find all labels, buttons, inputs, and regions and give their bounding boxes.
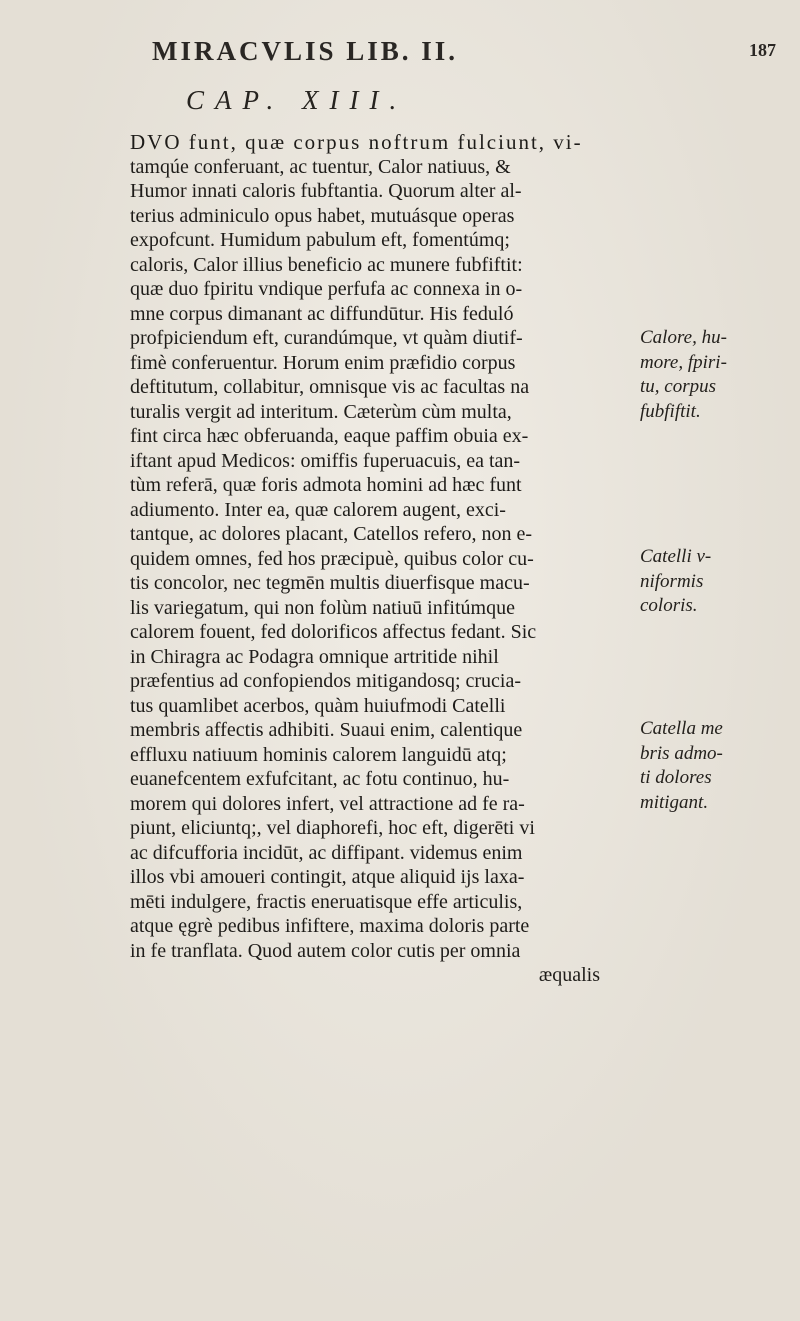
text-line: atque ęgrè pedibus infiftere, maxima doloris parte [130,915,530,937]
marginal-line: Catella me [640,718,723,739]
running-head: MIRACVLIS LIB. II. [152,36,459,66]
text-line: calorem fouent, fed dolorificos affectus fedant. Sic [130,621,537,643]
text-line: in fe tranflata. Quod autem color cutis per omnia [130,939,521,962]
marginal-line: ti dolores [640,767,712,788]
marginal-line: mitigant. [640,791,709,813]
text-line: fimè conferuentur. Horum enim præfidio corpus [130,351,516,374]
text-line: præfentius ad confopiendos mitigandosq; crucia- [130,670,522,692]
text-line: illos vbi amoueri contingit, atque aliquid ijs laxa- [130,866,525,888]
marginal-line: tu, corpus [640,376,716,397]
text-line: caloris, Calor illius beneficio ac munere fubfiftit: [130,253,523,276]
text-line: deftitutum, collabitur, omnisque vis ac facultas na [130,376,530,398]
text-line: tis concolor, nec tegmēn multis diuerfisque macu- [130,572,530,594]
text-line: mne corpus dimanant ac diffundūtur. His feduló [130,302,514,325]
marginal-note [640,326,800,424]
text-line: Humor innati caloris fubftantia. Quorum alter al- [130,180,522,202]
text-line: profpiciendum eft, curandúmque, vt quàm diutif- [130,327,523,349]
text-line: expofcunt. Humidum pabulum eft, fomentúmq; [130,229,510,251]
text-line: quidem omnes, fed hos præcipuè, quibus color cu- [130,547,534,570]
text-line: piunt, eliciuntq;, vel diaphorefi, hoc eft, digerēti vi [130,817,535,839]
text-line: mēti indulgere, fractis eneruatisque effe articulis, [130,890,523,913]
text-line: tamqúe conferuant, ac tuentur, Calor natiuus, & [130,155,511,178]
body-text [130,130,650,988]
text-line: DVO funt, quæ corpus noftrum fulciunt, vi- [130,130,583,154]
text-line: in Chiragra ac Podagra omnique artritide nihil [130,645,499,668]
marginal-note [640,545,800,619]
text-line: iftant apud Medicos: omiffis fuperuacuis, ea tan- [130,449,521,472]
marginal-line: Calore, hu- [640,327,727,348]
text-line: euanefcentem exfufcitant, ac fotu continuo, hu- [130,768,510,790]
text-line: tùm referā, quæ foris admota homini ad hæc funt [130,474,522,496]
chapter-title: CAP. XIII. [186,85,408,115]
text-line: adiumento. Inter ea, quæ calorem augent, exci- [130,498,506,521]
marginal-line: fubfiftit. [640,400,701,422]
catchword: æqualis [538,964,600,986]
text-line: effluxu natiuum hominis calorem languidū atq; [130,743,507,766]
text-line: lis variegatum, qui non folùm natiuū infitúmque [130,596,515,619]
page-number: 187 [749,40,776,60]
text-line: morem qui dolores infert, vel attractione ad fe ra- [130,792,525,815]
text-line: fint circa hæc obferuanda, eaque paffim obuia ex- [130,425,529,447]
text-line: quæ duo fpiritu vndique perfufa ac connexa in o- [130,278,523,300]
marginal-line: bris admo- [640,742,723,764]
marginal-line: Catelli v- [640,546,712,567]
text-line: ac difcufforia incidūt, ac diffipant. videmus enim [130,841,523,864]
marginal-line: niformis [640,570,704,592]
marginal-note [640,717,800,815]
text-line: terius adminiculo opus habet, mutuásque operas [130,204,515,227]
text-line: tus quamlibet acerbos, quàm huiufmodi Catelli [130,694,506,717]
marginal-line: coloris. [640,595,698,616]
marginal-line: more, fpiri- [640,351,727,373]
page-header [0,30,800,70]
text-line: membris affectis adhibiti. Suaui enim, calentique [130,719,523,741]
text-line: turalis vergit ad interitum. Cæterùm cùm multa, [130,400,512,423]
text-line: tantque, ac dolores placant, Catellos refero, non e- [130,523,533,545]
